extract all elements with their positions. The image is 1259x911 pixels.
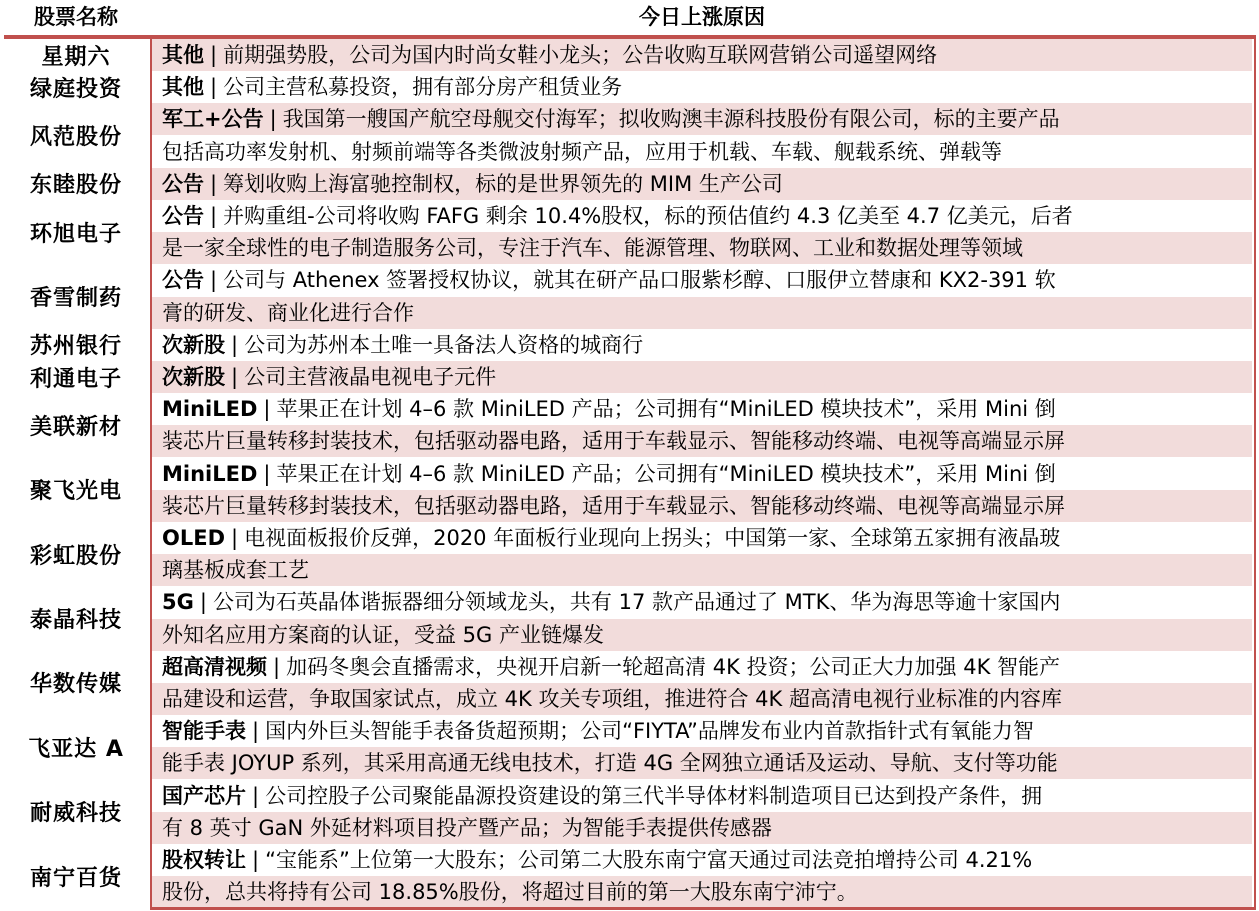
separator: | bbox=[263, 397, 271, 422]
reason-text: 公司与 Athenex 签署授权协议，就其在研产品口服紫杉醇、口服伊立替康和 KX2-391 软 bbox=[223, 268, 1056, 293]
stock-name: 飞亚达 A bbox=[28, 736, 124, 762]
separator: | bbox=[263, 461, 271, 486]
stock-name: 彩虹股份 bbox=[29, 543, 122, 569]
reason-text: 前期强势股，公司为国内时尚女鞋小龙头；公告收购互联网营销公司遥望网络 bbox=[223, 43, 938, 67]
reason-text: 公司主营私募投资，拥有部分房产租赁业务 bbox=[223, 75, 623, 100]
column-header-stock-name: 股票名称 bbox=[34, 5, 118, 29]
reason-text: 我国第一艘国产航空母舰交付海军；拟收购澳丰源科技股份有限公司，标的主要产品 bbox=[282, 107, 1060, 132]
reason-tag: 公告 bbox=[162, 171, 204, 196]
reason-text: 公司主营液晶电视电子元件 bbox=[244, 365, 497, 389]
reason-text: 公司控股子公司聚能晶源投资建设的第三代半导体材料制造项目已达到投产条件，拥 bbox=[265, 783, 1043, 808]
separator: | bbox=[210, 43, 218, 67]
reason-tag: MiniLED bbox=[162, 461, 258, 486]
reason-text: 苹果正在计划 4–6 款 MiniLED 产品；公司拥有“MiniLED 模块技术”，采用 Mini 倒 bbox=[276, 461, 1056, 486]
separator: | bbox=[269, 107, 277, 132]
reason-text: 股份，总共将持有公司 18.85%股份，将超过目前的第一大股东南宁沛宁。 bbox=[162, 880, 858, 905]
reason-tag: 5G bbox=[162, 590, 194, 615]
table-header bbox=[0, 0, 1259, 34]
reason-text: 筹划收购上海富驰控制权，标的是世界领先的 MIM 生产公司 bbox=[223, 171, 783, 196]
stock-name: 绿庭投资 bbox=[29, 76, 122, 102]
reason-text: 包括高功率发射机、射频前端等各类微波射频产品，应用于机载、车载、舰载系统、弹载等 bbox=[162, 139, 1002, 164]
separator: | bbox=[210, 268, 218, 293]
reason-text: 装芯片巨量转移封装技术，包括驱动器电路，适用于车载显示、智能移动终端、电视等高端显示屏 bbox=[162, 493, 1065, 518]
separator: | bbox=[252, 719, 260, 744]
reason-text: 是一家全球性的电子制造服务公司，专注于汽车、能源管理、物联网、工业和数据处理等领域 bbox=[162, 236, 1023, 261]
reason-tag: 股权转让 bbox=[162, 848, 246, 872]
stock-name: 泰晶科技 bbox=[29, 608, 122, 634]
stock-name: 美联新材 bbox=[29, 414, 122, 440]
reason-text: 并购重组-公司将收购 FAFG 剩余 10.4%股权，标的预估值约 4.3 亿美至 4.7 亿美元，后者 bbox=[223, 204, 1073, 228]
stock-name: 香雪制药 bbox=[29, 286, 122, 312]
reason-text: 国内外巨头智能手表备货超预期；公司“FIYTA”品牌发布业内首款指针式有氧能力智 bbox=[265, 719, 1034, 744]
reason-text: 加码冬奥会直播需求，央视开启新一轮超高清 4K 投资；公司正大力加强 4K 智能产 bbox=[286, 654, 1061, 679]
reason-text: 外知名应用方案商的认证，受益 5G 产业链爆发 bbox=[162, 622, 604, 647]
reason-text: 有 8 英寸 GaN 外延材料项目投产暨产品；为智能手表提供传感器 bbox=[162, 815, 772, 840]
stock-name: 耐威科技 bbox=[29, 801, 122, 827]
reason-text: 苹果正在计划 4–6 款 MiniLED 产品；公司拥有“MiniLED 模块技术”，采用 Mini 倒 bbox=[276, 397, 1056, 422]
reason-tag: 超高清视频 bbox=[162, 654, 267, 679]
stock-name: 华数传媒 bbox=[29, 672, 122, 698]
reason-text: 能手表 JOYUP 系列，其采用高通无线电技术，打造 4G 全网独立通话及运动、导航、支付等功能 bbox=[162, 751, 1058, 776]
reason-text: 公司为苏州本土唯一具备法人资格的城商行 bbox=[244, 332, 644, 357]
reason-text: 品建设和运营，争取国家试点，成立 4K 攻关专项组，推进符合 4K 超高清电视行业标准的内容库 bbox=[162, 686, 1062, 711]
reason-text: 电视面板报价反弹，2020 年面板行业现向上拐头；中国第一家、全球第五家拥有液晶玻 bbox=[244, 526, 1061, 550]
stock-name: 东睦股份 bbox=[29, 173, 122, 199]
reason-tag: 军工+公告 bbox=[162, 107, 264, 132]
reason-tag: OLED bbox=[162, 526, 226, 550]
reason-tag: 公告 bbox=[162, 268, 204, 293]
separator: | bbox=[210, 204, 218, 228]
reason-text: 装芯片巨量转移封装技术，包括驱动器电路，适用于车载显示、智能移动终端、电视等高端显示屏 bbox=[162, 429, 1065, 454]
stock-name: 利通电子 bbox=[29, 366, 122, 392]
separator: | bbox=[252, 848, 260, 872]
reason-tag: 公告 bbox=[162, 204, 204, 228]
column-header-reason: 今日上涨原因 bbox=[639, 5, 765, 29]
separator: | bbox=[273, 654, 281, 679]
separator: | bbox=[252, 783, 260, 808]
reason-tag: 其他 bbox=[162, 75, 204, 100]
stock-name: 南宁百货 bbox=[29, 865, 122, 891]
separator: | bbox=[210, 171, 218, 196]
separator: | bbox=[231, 332, 239, 357]
reason-text: 膏的研发、商业化进行合作 bbox=[162, 300, 414, 325]
stock-name: 环旭电子 bbox=[29, 221, 122, 247]
reason-text: “宝能系”上位第一大股东；公司第二大股东南宁富天通过司法竞拍增持公司 4.21% bbox=[265, 848, 1033, 872]
separator: | bbox=[231, 526, 239, 550]
reason-text: 璃基板成套工艺 bbox=[162, 558, 309, 583]
stock-name: 苏州银行 bbox=[29, 334, 122, 360]
separator: | bbox=[199, 590, 207, 615]
stock-name: 聚飞光电 bbox=[29, 479, 122, 505]
stock-name: 星期六 bbox=[41, 44, 111, 70]
reason-text: 公司为石英晶体谐振器细分领域龙头，共有 17 款产品通过了 MTK、华为海思等逾十家国内 bbox=[212, 590, 1061, 615]
reason-tag: 次新股 bbox=[162, 332, 225, 357]
reason-tag: 其他 bbox=[162, 43, 204, 67]
separator: | bbox=[231, 365, 239, 389]
stock-name: 风范股份 bbox=[29, 125, 122, 151]
reason-tag: 国产芯片 bbox=[162, 783, 246, 808]
reason-column-frame bbox=[150, 39, 1256, 910]
separator: | bbox=[210, 75, 218, 100]
reason-tag: MiniLED bbox=[162, 397, 258, 422]
reason-tag: 智能手表 bbox=[162, 719, 246, 744]
reason-tag: 次新股 bbox=[162, 365, 225, 389]
